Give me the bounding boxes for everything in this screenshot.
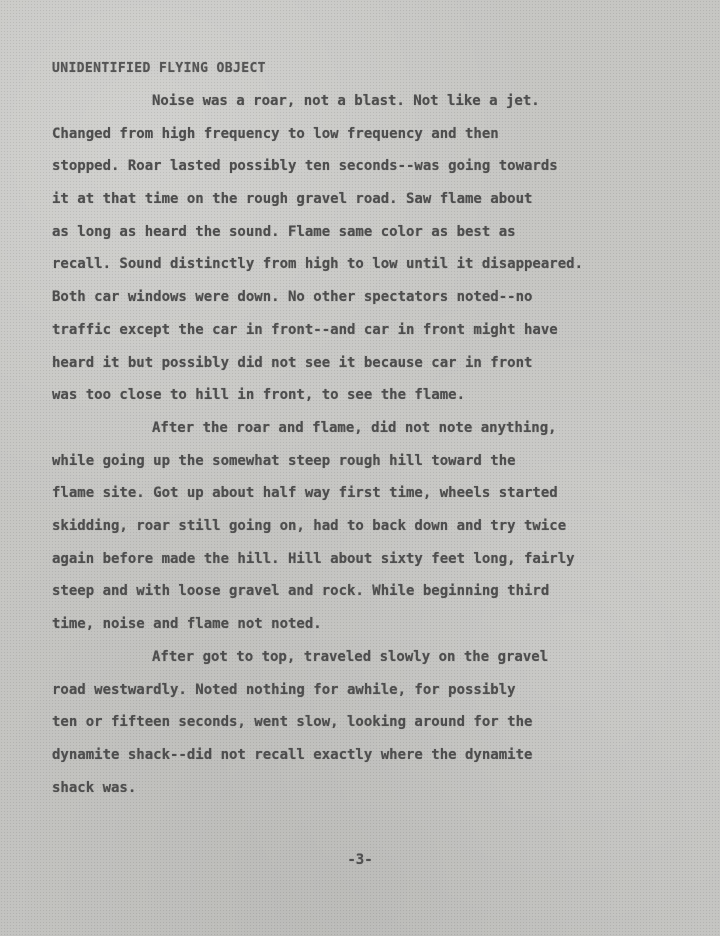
paragraph-line: traffic except the car in front--and car in front might have	[52, 321, 558, 338]
paragraph-line: heard it but possibly did not see it because car in front	[52, 354, 533, 371]
paragraph-3	[52, 641, 702, 804]
paragraph-line: time, noise and flame not noted.	[52, 616, 322, 633]
paragraph-1	[52, 85, 702, 412]
page-number: -3-	[347, 852, 373, 868]
paragraph-line: skidding, roar still going on, had to back down and try twice	[52, 518, 567, 535]
paragraph-line: stopped. Roar lasted possibly ten seconds--was going towards	[52, 158, 558, 175]
paragraph-line: Noise was a roar, not a blast. Not like a jet.	[152, 93, 540, 109]
document-heading: UNIDENTIFIED FLYING OBJECT	[52, 61, 266, 76]
paragraph-line: road westwardly. Noted nothing for awhile, for possibly	[52, 681, 516, 698]
paragraph-line: was too close to hill in front, to see the flame.	[52, 387, 466, 404]
paragraph-line: as long as heard the sound. Flame same color as best as	[52, 223, 516, 240]
paragraph-line: it at that time on the rough gravel road. Saw flame about	[52, 191, 533, 208]
paragraph-2	[52, 412, 702, 641]
paragraph-line: recall. Sound distinctly from high to low until it disappeared.	[52, 256, 584, 273]
paragraph-line: steep and with loose gravel and rock. While beginning third	[52, 583, 550, 600]
paragraph-line: Both car windows were down. No other spectators noted--no	[52, 289, 533, 306]
paragraph-line: After got to top, traveled slowly on the gravel	[152, 649, 549, 665]
paragraph-line: dynamite shack--did not recall exactly where the dynamite	[52, 747, 533, 764]
paragraph-line: After the roar and flame, did not note anything,	[152, 420, 557, 436]
paragraph-line: while going up the somewhat steep rough hill toward the	[52, 452, 516, 469]
paragraph-line: flame site. Got up about half way first time, wheels started	[52, 485, 558, 502]
paragraph-line: again before made the hill. Hill about sixty feet long, fairly	[52, 550, 575, 567]
paragraph-line: ten or fifteen seconds, went slow, looking around for the	[52, 714, 533, 731]
paragraph-line: shack was.	[52, 779, 137, 796]
paragraph-line: Changed from high frequency to low frequency and then	[52, 125, 499, 142]
